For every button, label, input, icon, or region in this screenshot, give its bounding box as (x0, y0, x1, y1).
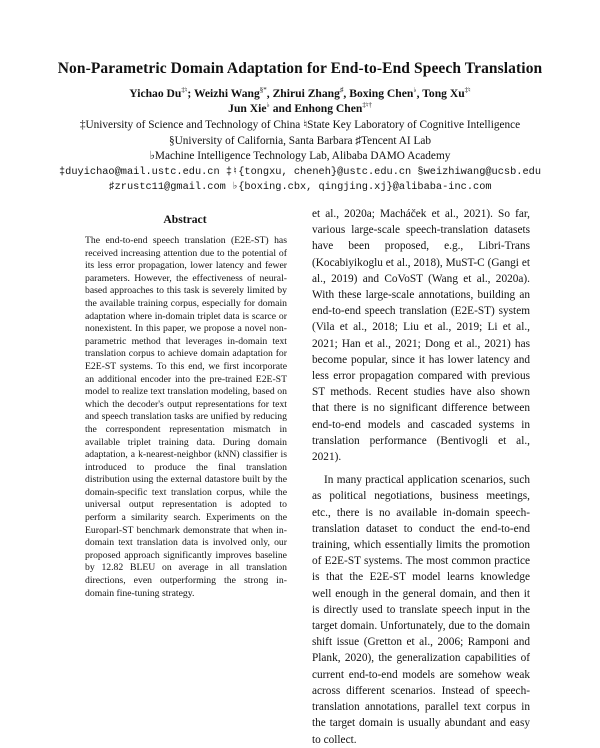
right-column (312, 206, 530, 748)
author-mark: ‡♮† (362, 101, 372, 110)
author-name: Yichao Du (129, 87, 182, 100)
email-line: ♯zrustc11@gmail.com ♭{boxing.cbx, qingjing.xj}@alibaba-inc.com (108, 181, 492, 193)
affiliation-line: §University of California, Santa Barbara ♯Tencent AI Lab (168, 134, 432, 147)
abstract-text: The end-to-end speech translation (E2E-ST) has received increasing attention due to the potential of its less error propagation, lower latency and fewer parameters. However, the effectiveness of neural-based approaches to this task is severely limited by the available training corpus, especially for domain adaptation where in-domain triplet data is scarce or nonexistent. In this paper, we propose a novel non-parametric method that leverages in-domain text translation corpus to achieve domain adaptation for E2E-ST systems. To this end, we first incorporate an additional encoder into the pre-trained E2E-ST model to realize text translation modeling, based on which the decoder's output representations for text and speech translation tasks are unified by reducing the correspondent representation mismatch in available triplet training data. During domain adaptation, a k-nearest-neighbor (kNN) classifier is introduced to produce the final translation distribution using the external datastore built by the domain-specific text translation corpus, while the universal output representation is adopted to perform a similarity search. Experiments on the Europarl-ST benchmark demonstrate that when in-domain text translation data is involved only, our proposed approach significantly improves baseline by 12.82 BLEU on average in all translation directions, even outperforming the strong in-domain fine-tuning strategy. (85, 235, 287, 599)
intro-paragraph: In many practical application scenarios, such as political negotiations, business meetings, etc., there is no available in-domain speech-translation dataset to conduct the end-to-end training, which essentially limits the promotion of E2E-ST systems. The most common practice is that the E2E-ST model learns knowledge well enough in the general domain, and then it is directly used to translate speech input in the target domain. Unfortunately, due to the domain shift issue (Gretton et al., 2006; Ramponi and Plank, 2020), the generalization capabilities of current end-to-end models are somehow weak across different scenarios. Instead of speech-translation annotations, parallel text corpus in the target domain is usually abundant and easy to collect. (312, 474, 530, 746)
author-mark: ‡♮ (181, 86, 188, 95)
author-mark: ♭ (266, 101, 270, 110)
intro-paragraph: et al., 2020a; Macháček et al., 2021). So far, various large-scale speech-translation datasets have been proposed, e.g., Libri-Trans (Kocabiyikoglu et al., 2018), MuST-C (Gangi et al., 2019) and CoVoST (Wang et al., 2020a). With these large-scale annotations, building an end-to-end speech translation (E2E-ST) system (Vila et al., 2018; Liu et al., 2019; Li et al., 2021; Han et al., 2021; Dong et al., 2021) has become popular, since it has lower latency and less error propagation compared with previous ST methods. Recent studies have also shown that there is no significant difference between end-to-end models and cascaded systems in translation performance (Bentivogli et al., 2021). (312, 208, 530, 464)
affiliation-line: ♭Machine Intelligence Technology Lab, Alibaba DAMO Academy (149, 150, 451, 162)
author-line-2: Jun Xie♭ and Enhong Chen‡♮† (228, 101, 372, 115)
left-column (75, 213, 295, 600)
author-name: Weizhi Wang (193, 87, 260, 100)
email-line: ‡duyichao@mail.ustc.edu.cn ‡♮{tongxu, cheneh}@ustc.edu.cn §weizhiwang@ucsb.edu (59, 165, 541, 178)
author-mark: §* (259, 86, 267, 95)
author-name: Tong Xu (422, 87, 465, 100)
affiliations (0, 118, 600, 196)
author-mark: ‡♮ (464, 86, 471, 95)
author-name: Boxing Chen (349, 87, 414, 100)
author-line-1: Yichao Du‡♮; Weizhi Wang§*, Zhirui Zhang♯, Boxing Chen♭, Tong Xu‡♮ (129, 86, 471, 100)
author-mark: ♭ (413, 86, 417, 95)
abstract-heading: Abstract (163, 213, 207, 226)
author-name: Jun Xie (228, 102, 267, 115)
affiliation-line: ‡University of Science and Technology of China ♮State Key Laboratory of Cognitive Intelligence (79, 119, 521, 131)
author-list (0, 86, 600, 116)
author-mark: ♯ (339, 86, 344, 95)
author-name: Zhirui Zhang (272, 87, 340, 100)
author-name: Enhong Chen (294, 102, 363, 115)
paper-title: Non-Parametric Domain Adaptation for End-to-End Speech Translation (57, 60, 543, 77)
